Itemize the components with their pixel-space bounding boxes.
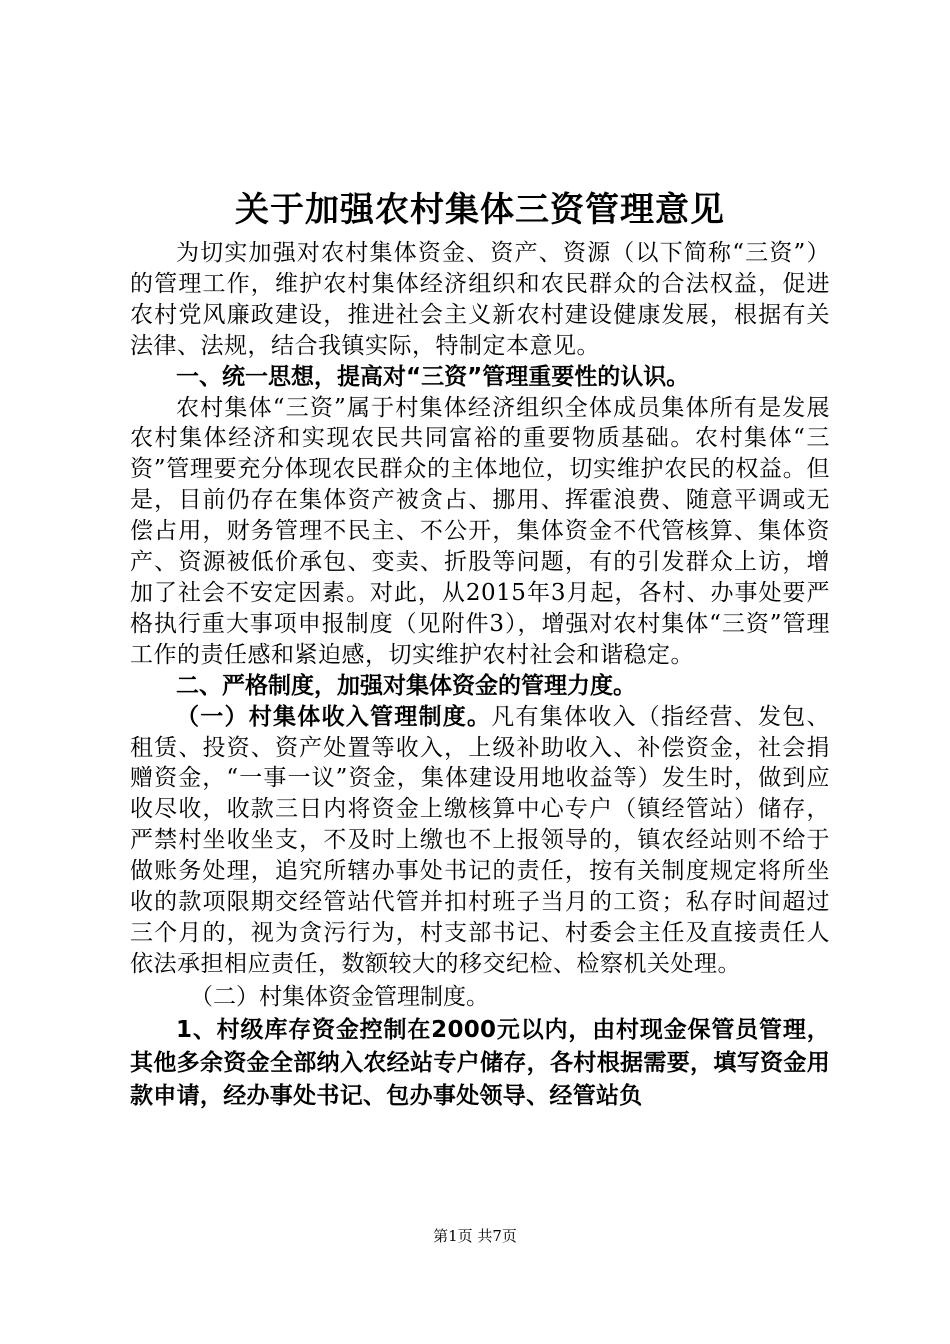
item-1-paragraph: 1、村级库存资金控制在2000元以内，由村现金保管员管理，其他多余资金全部纳入农经站专户储存，各村根据需要，填写资金用款申请，经办事处书记、包办事处领导、经管站负 — [130, 1016, 830, 1109]
page-footer: 第1页 共7页 — [433, 1227, 517, 1245]
section-1-paragraph: 农村集体“三资”属于村集体经济组织全体成员集体所有是发展农村集体经济和实现农民共同富裕的重要物质基础。农村集体“三资”管理要充分体现农民群众的主体地位，切实维护农民的权益。但是，目前仍存在集体资产被贪占、挪用、挥霍浪费、随意平调或无偿占用，财务管理不民主、不公开，集体资金不代管核算、集体资产、资源被低价承包、变卖、折股等问题，有的引发群众上访，增加了社会不安定因素。对此，从2015年3月起，各村、办事处要严格执行重大事项申报制度（见附件3），增强对农村集体“三资”管理工作的责任感和紧迫感，切实维护农村社会和谐稳定。 — [130, 394, 830, 668]
subsection-1-lead: （一）村集体收入管理制度。 — [176, 703, 492, 730]
subsection-1-paragraph — [130, 702, 830, 980]
section-2-heading: 二、严格制度，加强对集体资金的管理力度。 — [176, 672, 636, 699]
section-1-heading: 一、统一思想，提高对“三资”管理重要性的认识。 — [176, 363, 690, 390]
document-content — [130, 183, 830, 1113]
subsection-2-heading: （二）村集体资金管理制度。 — [190, 983, 489, 1010]
intro-paragraph: 为切实加强对农村集体资金、资产、资源（以下简称“三资”）的管理工作，维护农村集体经济组织和农民群众的合法权益，促进农村党风廉政建设，推进社会主义新农村建设健康发展，根据有关法律、法规，结合我镇实际，特制定本意见。 — [130, 240, 830, 359]
document-title: 关于加强农村集体三资管理意见 — [235, 190, 725, 230]
subsection-1-body: 凡有集体收入（指经营、发包、租赁、投资、资产处置等收入，上级补助收入、补偿资金，社会捐赠资金，“一事一议”资金，集体建设用地收益等）发生时，做到应收尽收，收款三日内将资金上缴核算中心专户（镇经管站）储存，严禁村坐收坐支，不及时上缴也不上报领导的，镇农经站则不给于做账务处理，追究所辖办事处书记的责任，按有关制度规定将所坐收的款项限期交经管站代管并扣村班子当月的工资；私存时间超过三个月的，视为贪污行为，村支部书记、村委会主任及直接责任人依法承担相应责任，数额较大的移交纪检、检察机关处理。 — [130, 703, 830, 977]
